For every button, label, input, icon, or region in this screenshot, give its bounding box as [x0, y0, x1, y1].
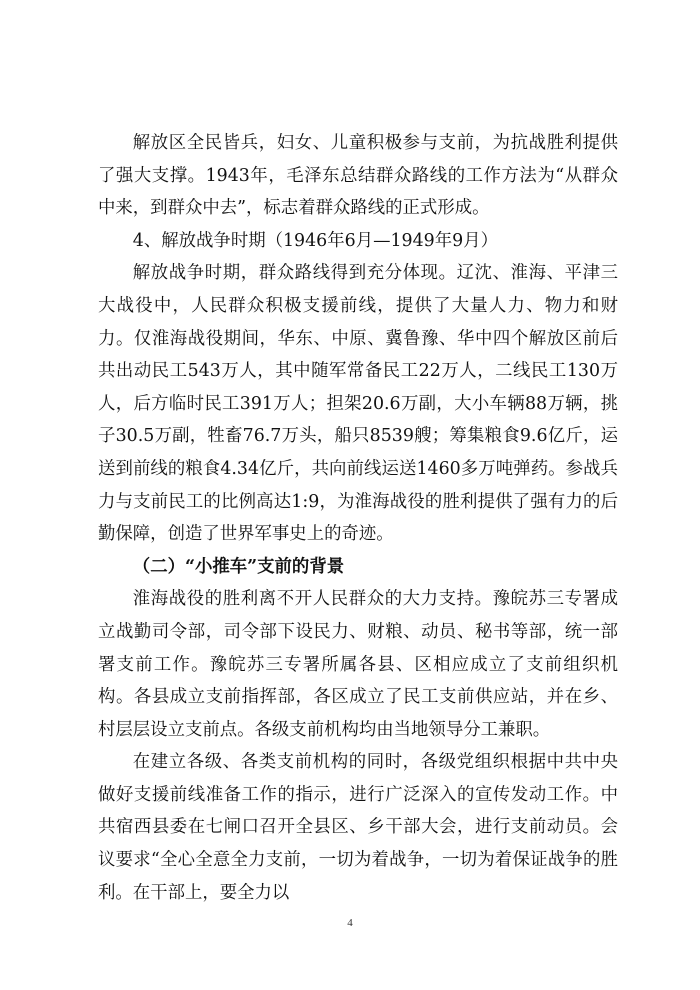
- section-heading-liberation-war: 4、解放战争时期（1946年6月—1949年9月）: [132, 230, 498, 251]
- paragraph-1: 解放区全民皆兵，妇女、儿童积极参与支前，为抗战胜利提供了强大支撑。1943年，毛泽东总结群众路线的工作方法为“从群众中来，到群众中去”，标志着群众路线的正式形成。: [98, 133, 618, 219]
- paragraph-2: 解放战争时期，群众路线得到充分体现。辽沈、淮海、平津三大战役中，人民群众积极支援前线，提供了大量人力、物力和财力。仅淮海战役期间，华东、中原、冀鲁豫、华中四个解放区前后共出动民工543万人，其中随军常备民工22万人，二线民工130万人，后方临时民工391万人；担架20.6万副，大小车辆88万辆，挑子30.5万副，牲畜76.7万头，船只8539艘；筹集粮食9.6亿斤，运送到前线的粮食4.34亿斤，共向前线运送1460多万吨弹药。参战兵力与支前民工的比例高达1:9，为淮海战役的胜利提供了强有力的后勤保障，创造了世界军事史上的奇迹。: [98, 263, 618, 545]
- page-number: 4: [347, 917, 353, 929]
- section-heading-wheelbarrow: （二）“小推车”支前的背景: [132, 556, 345, 577]
- paragraph-4: 在建立各级、各类支前机构的同时，各级党组织根据中共中央做好支援前线准备工作的指示，进行广泛深入的宣传发动工作。中共宿西县委在七闸口召开全县区、乡干部大会，进行支前动员。会议要求“全心全意全力支前，一切为着战争，一切为着保证战争的胜利。在干部上，要全力以: [98, 752, 618, 903]
- document-body: [98, 127, 618, 909]
- paragraph-3: 淮海战役的胜利离不开人民群众的大力支持。豫皖苏三专署成立战勤司令部，司令部下设民力、财粮、动员、秘书等部，统一部署支前工作。豫皖苏三专署所属各县、区相应成立了支前组织机构。各县成立支前指挥部，各区成立了民工支前供应站，并在乡、村层层设立支前点。各级支前机构均由当地领导分工兼职。: [98, 589, 618, 740]
